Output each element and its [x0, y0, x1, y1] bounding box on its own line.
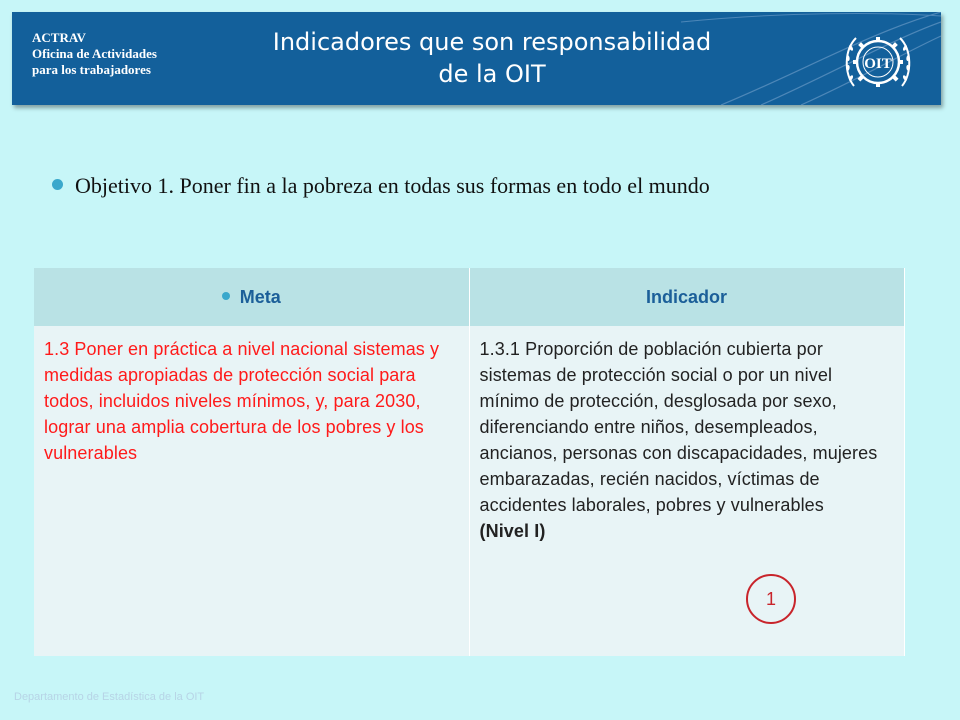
table-header-row: [34, 268, 904, 326]
column-header-meta: [34, 268, 469, 326]
meta-cell: 1.3 Poner en práctica a nivel nacional sistemas y medidas apropiadas de protección social para todos, incluidos niveles mínimos, y, para 2030, lograr una amplia cobertura de los pobres y los vulnerables: [34, 326, 469, 656]
title-banner: [12, 12, 941, 105]
indicador-cell: [469, 326, 904, 656]
objective-bullet: [52, 173, 932, 199]
org-line-3: para los trabajadores: [32, 62, 151, 77]
column-header-meta-label: Meta: [239, 286, 281, 307]
oit-logo-icon: [840, 26, 916, 98]
indicador-text: 1.3.1 Proporción de población cubierta por sistemas de protección social o por un nivel mínimo de protección, desglosada por sexo, diferenciando entre niños, desempleados, ancianos, personas con discapacidades, mujeres embarazadas, recién nacidos, víctimas de accidentes laborales, pobres y vulnerables: [479, 339, 878, 515]
org-line-1: ACTRAV: [32, 30, 86, 45]
bullet-dot-icon: [222, 292, 230, 300]
organization-label: [32, 30, 157, 78]
objective-text: Objetivo 1. Poner fin a la pobreza en todas sus formas en todo el mundo: [75, 173, 710, 198]
logo-text: OIT: [864, 56, 892, 72]
column-header-indicador: Indicador: [469, 268, 904, 326]
title-line-2: de la OIT: [438, 60, 546, 88]
title-line-1: Indicadores que son responsabilidad: [272, 28, 712, 56]
numbered-circle-badge: 1: [746, 574, 796, 624]
org-line-2: Oficina de Actividades: [32, 46, 157, 61]
nivel-label: (Nivel I): [479, 521, 546, 541]
bullet-dot-icon: [52, 179, 63, 190]
footer-text: Departamento de Estadística de la OIT: [14, 691, 205, 703]
page-title: [212, 26, 772, 90]
